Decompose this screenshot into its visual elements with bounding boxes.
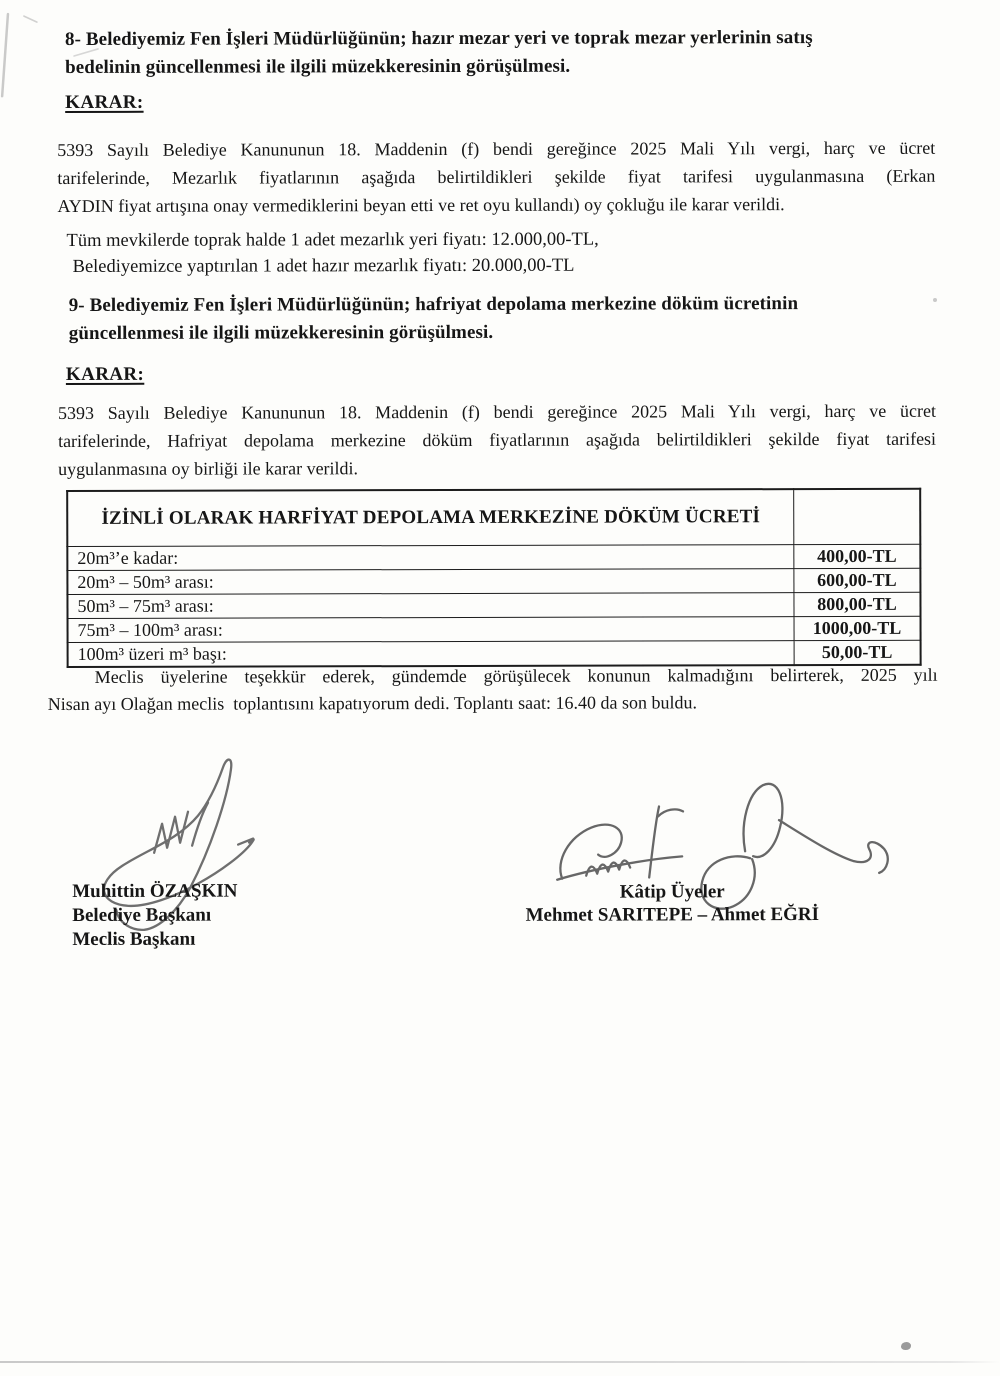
- fee-table-title-blank-cell: [794, 489, 921, 545]
- closing-paragraph-line2: Nisan ayı Olağan meclis toplantısını kapatıyorum dedi. Toplantı saat: 16.40 da son buldu.: [47, 692, 698, 715]
- mayor-title-2: Meclis Başkanı: [72, 928, 196, 950]
- decision-paragraph-9-line1: 5393 Sayılı Belediye Kanununun 18. Maddenin (f) bendi gereğince 2025 Mali Yılı vergi, harç ve ücret: [57, 400, 936, 424]
- agenda-item-8-heading-line2: bedelinin güncellenmesi ile ilgili müzekkeresinin görüşülmesi.: [65, 55, 571, 79]
- agenda-item-9-heading-line2: güncellenmesi ile ilgili müzekkeresinin görüşülmesi.: [68, 321, 494, 345]
- clerks-names: Mehmet SARITEPE – Ahmet EĞRİ: [525, 904, 820, 926]
- decision-paragraph-8-line3: AYDIN fiyat artışına onay vermediklerini beyan etti ve ret oyu kullandı) oy çokluğu ile karar verildi.: [57, 194, 785, 217]
- fee-price: 50,00-TL: [794, 640, 921, 665]
- agenda-item-8-heading: [65, 24, 875, 82]
- clerks-label: Kâtip Üyeler: [619, 881, 725, 903]
- scan-artifact-speck-small: [933, 298, 937, 302]
- closing-paragraph: [48, 662, 938, 718]
- cemetery-price-line-2: Belediyemizce yaptırılan 1 adet hazır mezarlık fiyatı: 20.000,00-TL: [72, 255, 575, 277]
- decision-label-9: KARAR:: [65, 363, 145, 386]
- agenda-item-9-heading: [69, 290, 859, 348]
- mayor-title-1: Belediye Başkanı: [72, 904, 212, 926]
- closing-paragraph-line1: Meclis üyelerine teşekkür ederek, gündemde görüşülecek konunun kalmadığını belirterek, 2025 yılı: [94, 664, 938, 687]
- dump-fee-table-wrapper: [66, 488, 921, 668]
- fee-label: 100m³ üzeri m³ başı:: [68, 641, 795, 667]
- decision-label-8: KARAR:: [65, 91, 144, 114]
- fee-label: 75m³ – 100m³ arası:: [68, 617, 795, 643]
- clerk-signature-1-scribble: [557, 806, 683, 879]
- decision-paragraph-9: [58, 397, 936, 483]
- fee-table-row: [67, 544, 920, 570]
- decision-paragraph-9-line3: uygulanmasına oy birliği ile karar verildi.: [58, 458, 359, 480]
- cemetery-price-lines: [66, 227, 598, 280]
- fee-table-row: [68, 616, 921, 642]
- fee-price: 600,00-TL: [794, 568, 921, 592]
- fee-table-row: [67, 568, 920, 594]
- decision-paragraph-8-line1: 5393 Sayılı Belediye Kanununun 18. Maddenin (f) bendi gereğince 2025 Mali Yılı vergi, harç ve ücret: [57, 137, 936, 161]
- cemetery-price-line-1: Tüm mevkilerde toprak halde 1 adet mezarlık yeri fiyatı: 12.000,00-TL,: [66, 229, 599, 252]
- scan-artifact-bottom-line: [0, 1361, 1000, 1363]
- fee-price: 400,00-TL: [794, 544, 921, 568]
- agenda-item-8-heading-line1: 8- Belediyemiz Fen İşleri Müdürlüğünün; hazır mezar yeri ve toprak mezar yerlerinin satış: [64, 27, 813, 51]
- fee-table-row: [67, 592, 920, 618]
- fee-label: 50m³ – 75m³ arası:: [67, 593, 794, 619]
- fee-table-header-row: [67, 489, 920, 547]
- decision-paragraph-9-line2: tarifelerinde, Hafriyat depolama merkezine döküm fiyatlarının aşağıda belirtildikleri şekilde fiyat tarifesi: [58, 428, 937, 452]
- mayor-name: Muhittin ÖZAŞKIN: [72, 880, 238, 902]
- fee-label: 20m³ – 50m³ arası:: [67, 569, 794, 595]
- agenda-item-9-heading-line1: 9- Belediyemiz Fen İşleri Müdürlüğünün; hafriyat depolama merkezine döküm ücretinin: [68, 293, 799, 317]
- fee-price: 800,00-TL: [794, 592, 921, 616]
- clerks-signature-block: [507, 880, 837, 927]
- fee-table-title: İZİNLİ OLARAK HARFİYAT DEPOLAMA MERKEZİNE DÖKÜM ÜCRETİ: [67, 489, 794, 546]
- mayor-signature-block: [72, 880, 237, 952]
- fee-label: 20m³’e kadar:: [67, 545, 794, 571]
- decision-paragraph-8-line2: tarifelerinde, Mezarlık fiyatlarının aşağıda belirtildikleri şekilde fiyat tarifesi uygulanmasına (Erkan: [57, 165, 936, 189]
- fee-price: 1000,00-TL: [794, 616, 921, 640]
- scan-artifact-speck: [901, 1342, 911, 1350]
- dump-fee-table: [66, 488, 921, 668]
- decision-paragraph-8: [57, 134, 935, 220]
